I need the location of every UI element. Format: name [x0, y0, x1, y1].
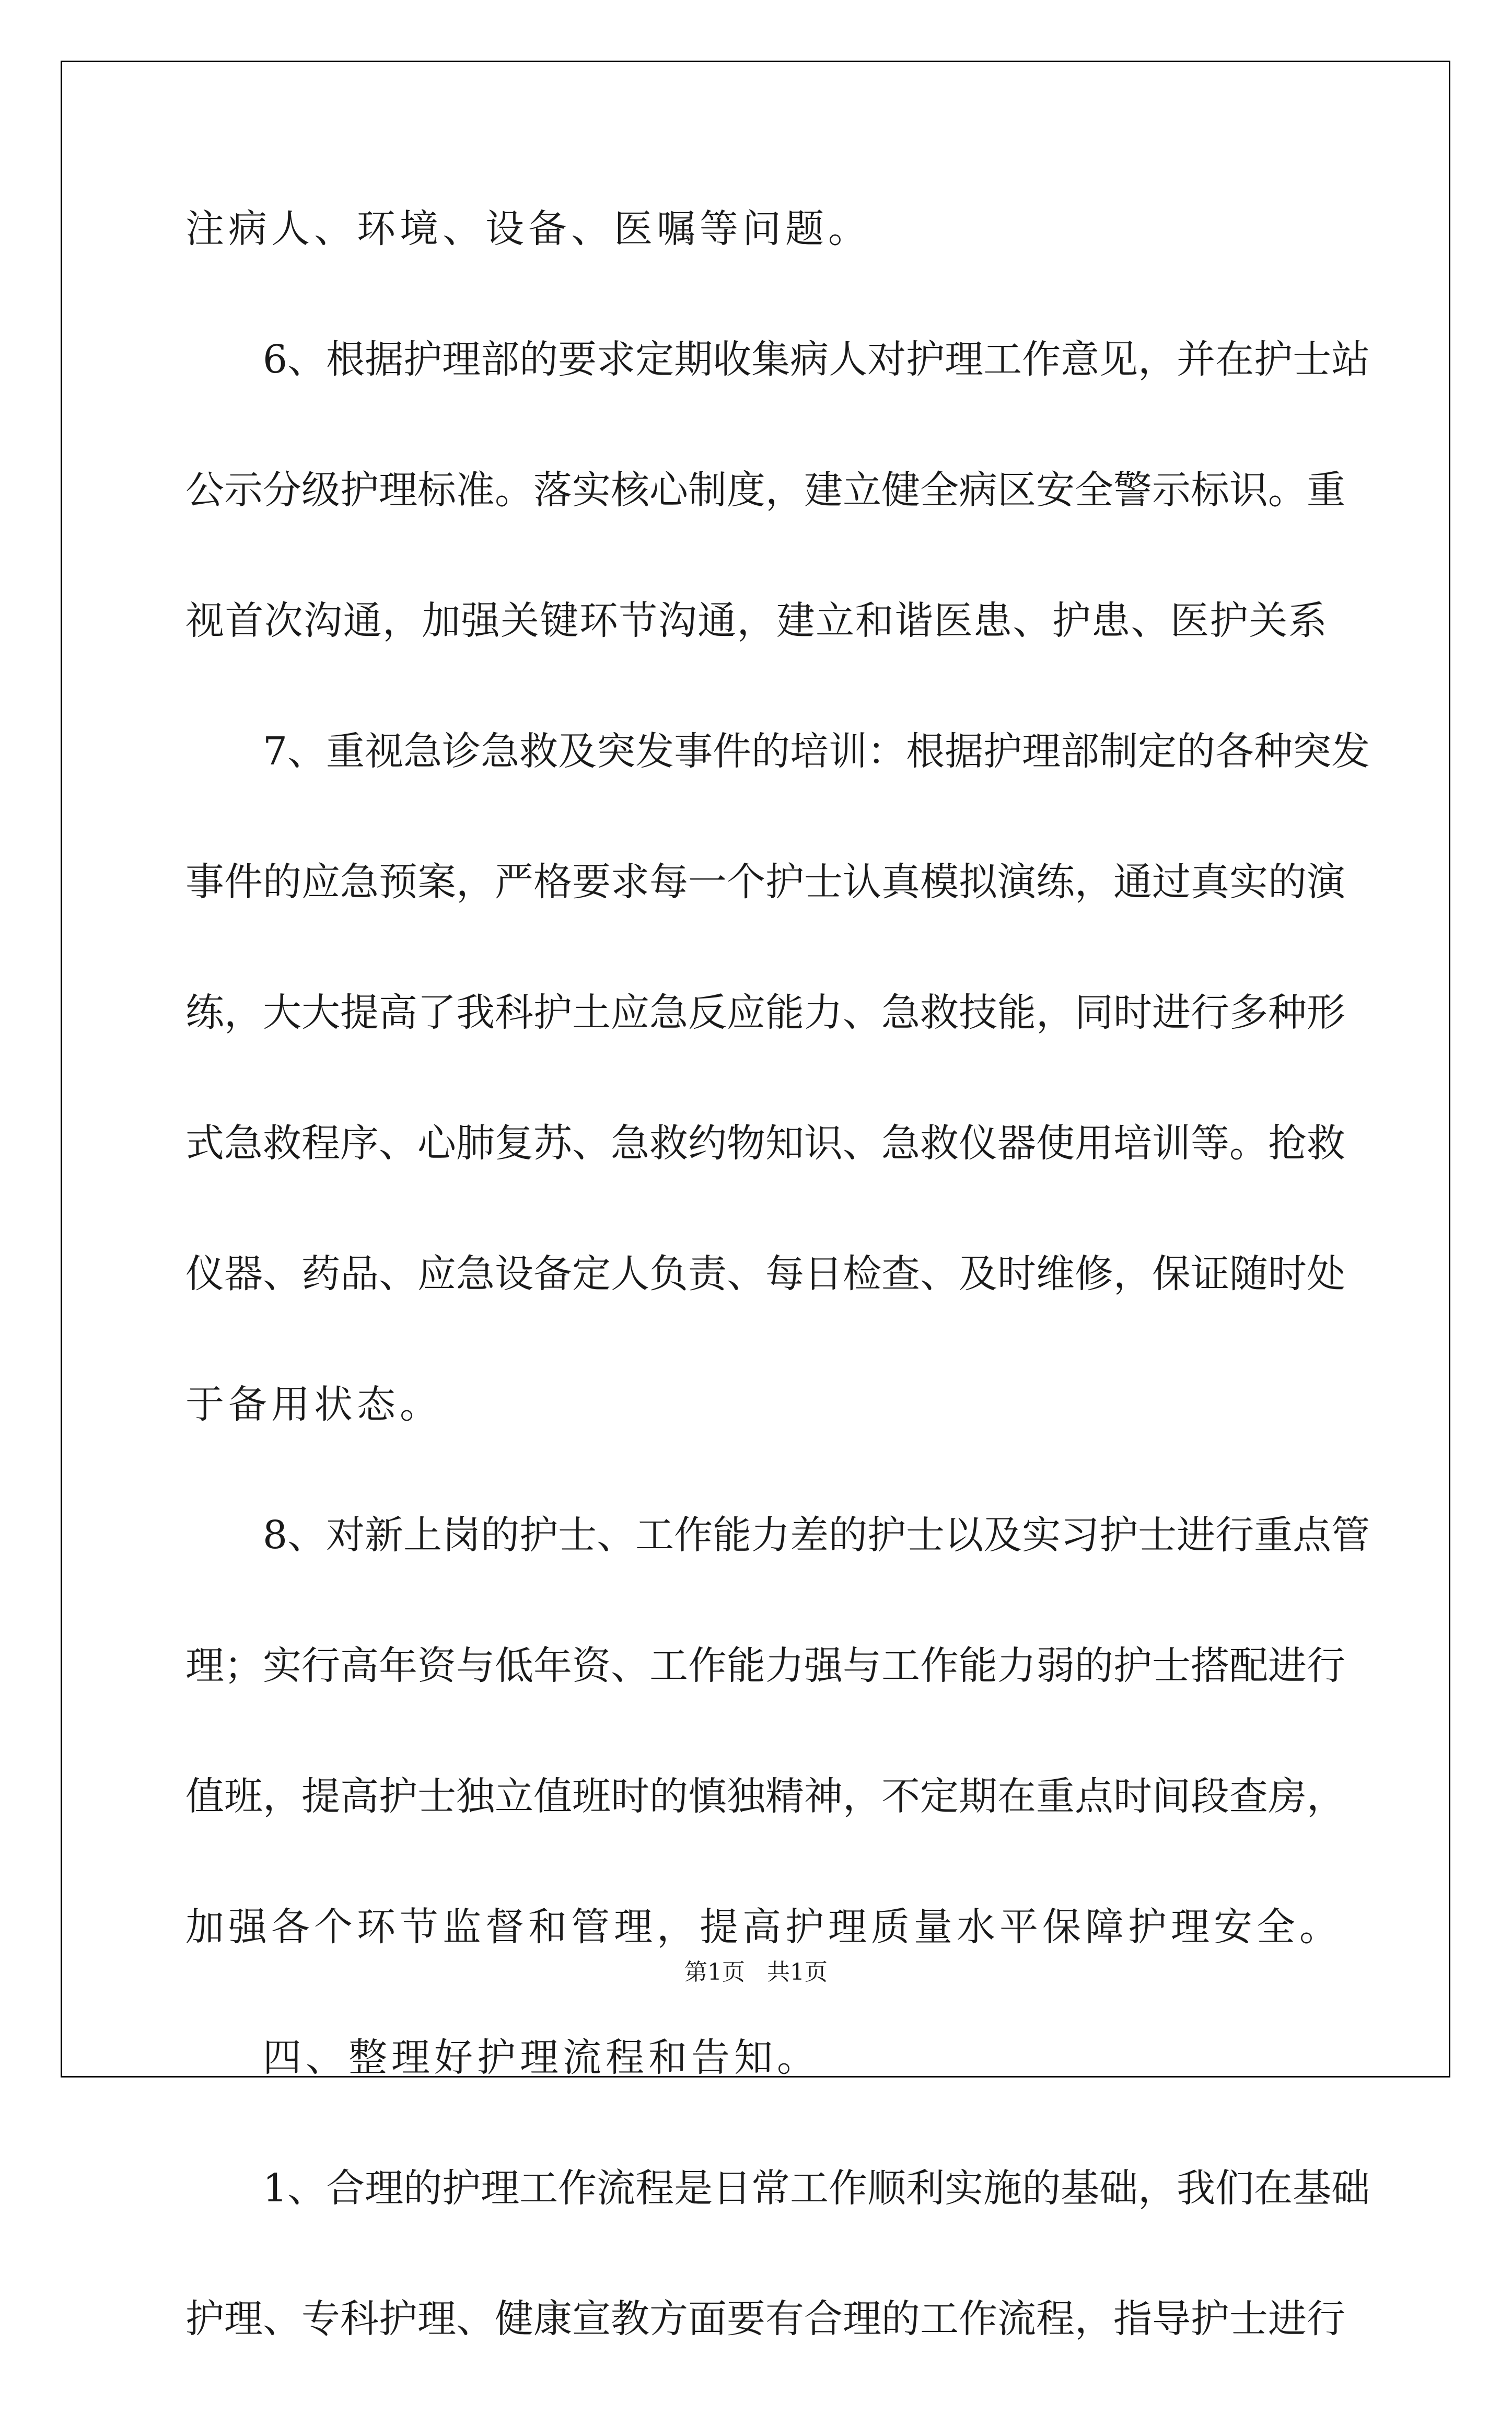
text-line: 加强各个环节监督和管理，提高护理质量水平保障护理安全。 — [185, 1905, 1342, 1949]
text-line: 练，大大提高了我科护土应急反应能力、急救技能，同时进行多种形 — [185, 990, 1345, 1035]
text-line: 公示分级护理标准。落实核心制度，建立健全病区安全警示标识。重 — [185, 468, 1345, 513]
text-line: 事件的应急预案，严格要求每一个护士认真模拟演练，通过真实的演 — [185, 860, 1345, 904]
document-body — [185, 193, 1370, 2414]
text-line: 理；实行高年资与低年资、工作能力强与工作能力弱的护士搭配进行 — [185, 1643, 1345, 1688]
text-line: 于备用状态。 — [185, 1382, 443, 1427]
text-line: 四、整理好护理流程和告知。 — [263, 2035, 820, 2080]
text-line: 1、合理的护理工作流程是日常工作顺利实施的基础，我们在基础 — [263, 2166, 1370, 2211]
text-line: 注病人、环境、设备、医嘱等问题。 — [185, 206, 871, 251]
text-line: 值班，提高护士独立值班时的慎独精神，不定期在重点时间段查房， — [185, 1774, 1345, 1819]
text-line: 6、根据护理部的要求定期收集病人对护理工作意见，并在护士站 — [263, 337, 1370, 382]
page-footer: 第1页 共1页 — [684, 1959, 828, 1986]
text-line: 8、对新上岗的护士、工作能力差的护士以及实习护士进行重点管 — [263, 1513, 1370, 1558]
text-line: 式急救程序、心肺复苏、急救约物知识、急救仪器使用培训等。抢救 — [185, 1121, 1345, 1166]
text-line: 护理、专科护理、健康宣教方面要有合理的工作流程，指导护士进行 — [185, 2296, 1345, 2341]
text-line: 仪器、药品、应急设备定人负责、每日检查、及时维修，保证随时处 — [185, 1251, 1345, 1296]
text-line: 视首次沟通，加强关键环节沟通，建立和谐医患、护患、医护关系 — [185, 598, 1327, 643]
text-line: 7、重视急诊急救及突发事件的培训：根据护理部制定的各种突发 — [263, 729, 1370, 774]
